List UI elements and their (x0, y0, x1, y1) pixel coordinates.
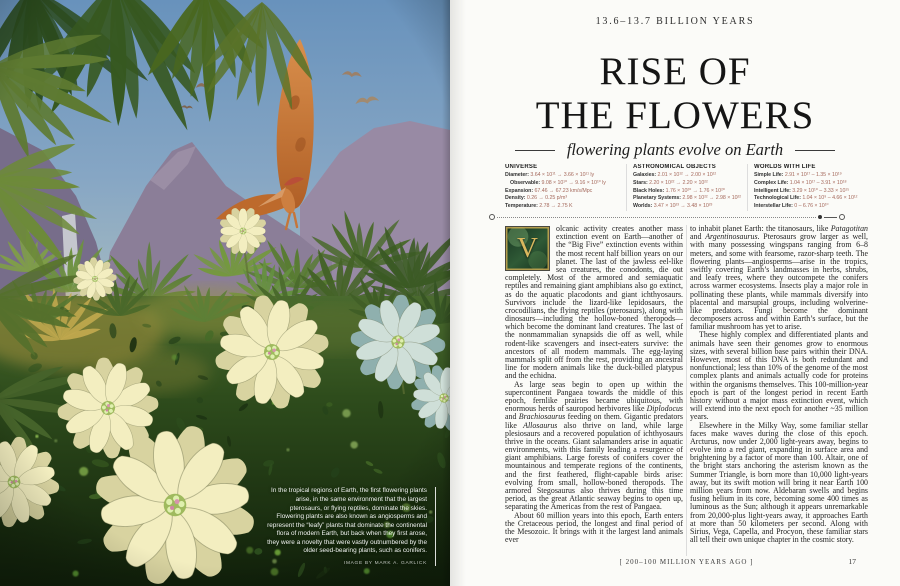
stat-value: 2.20 × 10²² → 2.20 × 10²² (649, 179, 708, 186)
stat-label: Worlds: (633, 203, 654, 210)
stat-label: Temperature: (505, 203, 540, 210)
stat-value: 3.47 × 10²³ → 3.48 × 10²³ (653, 203, 713, 210)
subtitle-rule-right (795, 150, 835, 151)
column-rule (686, 225, 687, 556)
stat-label: Complex Life: (754, 179, 790, 186)
stat-row (754, 188, 868, 196)
stat-label: Density: (505, 195, 527, 202)
stat-row (754, 172, 868, 180)
paragraph: Elsewhere in the Milky Way, some familiar stellar faces make waves during the close of this epoch. Arcturus, now under 2,000 light-years away, begins to evolve into a red giant, expanding in surface area and brightening by a factor of more than 100. Altair, one of the bright stars anchoring the asterism known as the Summer Triangle, is born more than 10,000 light-years away, but its swift motion will bring it near Earth 100 million years from now. Aldebaran swells and begins fusing helium in its core, becoming some 400 times as luminous as the Sun; although it appears unremarkable from 20,000-plus light-years away, it approaches Earth at more than 50 kilometers per second. Along with Sirius, Vega, Capella, and Procyon, these familiar stars all tell their own unique chapter in the cosmic story. (690, 420, 868, 545)
stat-value: 67.46 → 67.23 km/s/Mpc (534, 187, 593, 194)
stat-value: 9.08 × 10¹⁰ → 9.16 × 10¹⁰ ly (541, 179, 606, 186)
stat-label: Technological Life: (754, 195, 803, 202)
stat-value: 0 – 6.76 × 10¹⁰ (794, 203, 829, 210)
stat-value: 1.04 × 10¹⁷ – 3.91 × 10¹⁸ (789, 179, 847, 186)
stat-label: Planetary Systems: (633, 195, 683, 202)
page-title (450, 50, 900, 138)
stat-row (754, 203, 868, 211)
timeline-remaining-track (824, 217, 837, 218)
body-column (690, 225, 868, 556)
stat-value: 2.78 → 2.75 K (539, 203, 573, 210)
paragraph: olcanic activity creates another mass extinction event on Earth—another of the “Big Five” extinction events within the most recent half billion years on our planet. The last of the jawless eel-like sea creatures, the conodonts, die out completely. Most of the armored and semiaquatic reptiles and remaining giant amphibians also go extinct, as do the aquatic placodonts and giant ichthyosaurs. Survivors include the lizard-like lepidosaurs, the crocodilians, the flying reptiles (pterosaurs), along with dinosaurs—including the hollow-boned theropods—which become the dominant land creatures. The last of the nonmammalian synapsids die off as well, while rodent-like scavengers and insect-eaters survive: the ancestors of all modern mammals. The egg-laying mammals split off from the rest, providing an ancestral line for modern animals like the duck-billed platypus and the echidna. (505, 225, 683, 381)
stat-column (747, 164, 868, 211)
caption-credit: IMAGE BY MARK A. GARLICK (343, 561, 427, 566)
footer-timespan: [ 200–100 MILLION YEARS AGO ] (619, 558, 754, 566)
stat-value: 1.76 × 10²⁰ → 1.76 × 10²⁰ (665, 187, 725, 194)
timeline-end-marker (839, 214, 845, 220)
stat-label: Interstellar Life: (754, 203, 795, 210)
stat-label: Expansion: (505, 187, 535, 194)
stat-heading: WORLDS WITH LIFE (754, 164, 816, 170)
stat-row (754, 180, 868, 188)
statistics-panel (505, 164, 868, 211)
paragraph: About 60 million years into this epoch, Earth enters the Cretaceous period, the longest and final period of the Mesozoic. It brings with it the largest land animals ever (505, 510, 683, 545)
era-heading: 13.6–13.7 BILLION YEARS (595, 16, 755, 27)
stat-row (633, 195, 747, 203)
stat-row (505, 180, 626, 188)
subtitle-row (450, 140, 900, 160)
stat-row (505, 172, 626, 180)
stat-label: Simple Life: (754, 172, 785, 178)
stat-value: 2.98 × 10²² → 2.98 × 10²² (682, 195, 741, 202)
title-line-2: THE FLOWERS (535, 94, 815, 137)
text-page (450, 0, 900, 586)
title-line-1: RISE OF (599, 50, 751, 93)
stat-row (633, 172, 747, 180)
stat-row (633, 203, 747, 211)
illustrated-dropcap (505, 226, 550, 271)
epoch-timeline (489, 213, 845, 221)
body-column (505, 225, 683, 556)
stat-heading: ASTRONOMICAL OBJECTS (633, 164, 716, 170)
image-caption (265, 487, 436, 566)
subtitle-rule-left (515, 150, 555, 151)
stat-value: 0.26 → 0.25 p/m³ (526, 195, 568, 202)
stat-heading: UNIVERSE (505, 164, 538, 170)
dropcap-letter: V (517, 232, 538, 264)
stat-row (505, 195, 626, 203)
stat-label: Black Holes: (633, 187, 666, 194)
paragraph: As large seas begin to open up within the supercontinent Pangaea towards the middle of this epoch, fernlike prairies became ubiquitous, with enormous herds of sauropod herbivores like Diplodocus and Brachiosaurus feeding on them. Gigantic predators like Allosaurus also thrive on land, while large plesiosaurs and a recovered population of ichthyosaurs thrive in the oceans. Giant salamanders arise in aquatic environments, with this family leading a resurgence of giant amphibians. Large forests of conifers cover the mountainous and temperate regions of the continents, and the first feathered, flight-capable birds arise: evolving from small, hollow-boned theropods. The armored Stegosaurus also thrives during this time period, as the great Atlantic seaway begins to open up, separating the Americas from the rest of Pangaea. (505, 379, 683, 512)
stat-value: 2.01 × 10¹² → 2.00 × 10¹² (657, 172, 717, 178)
page-number: 17 (848, 557, 856, 566)
stat-column (505, 164, 626, 211)
stat-row (505, 188, 626, 196)
stat-label: Intelligent Life: (754, 187, 793, 194)
stat-value: 2.91 × 10¹⁷ – 1.35 × 10¹⁹ (784, 172, 842, 178)
article-body (505, 225, 868, 556)
stat-row (505, 203, 626, 211)
timeline-start-marker (489, 214, 495, 220)
caption-text: In the tropical regions of Earth, the first flowering plants arise, in the same environment that the largest pterosaurs, or flying reptiles, dominate the skies. Flowering plants are also known as angiosperms and represent the “leafy” plants that dominate the continental flora of modern Earth, but back when they first arose, they were a novelty that were vastly outnumbered by the older seed-bearing plants, such as conifers. (267, 487, 427, 555)
stat-value: 1.04 × 10⁹ – 4.66 × 10¹² (802, 195, 858, 202)
stat-value: 3.29 × 10¹⁰ – 3.33 × 10¹⁵ (792, 187, 850, 194)
paragraph: These highly complex and differentiated plants and animals have seen their genomes grow to enormous sizes, with several billion base pairs within their DNA. However, most of this DNA is both redundant and nonfunctional; less than 10% of the genome of the most complex plants and animals actually code for proteins within the organisms themselves. This 100-million-year epoch is part of the longest period in recent Earth history without a major mass extinction event, which will extend into the next epoch for another ~35 million years. (690, 330, 868, 422)
stat-value: 3.64 × 10¹¹ → 3.66 × 10¹¹ ly (530, 172, 595, 178)
subtitle: flowering plants evolve on Earth (566, 140, 784, 159)
paragraph: to inhabit planet Earth: the titanosaurs, like Patagotitan and Argentinosaurus. Pterosaurs grow larger as well, with many possessing wingspans ranging from 6–8 meters, and some with fearsome, razor-sharp teeth. The flowering plants—angiosperms—arise in the tropics, swiftly covering Earth’s landmasses in herbs, shrubs, and leafy trees, where they outcompete the conifers across warmer ecosystems. Insects play a major role in pollinating these plants, while mammals diversify into placental and marsupial groups, including wolverine-like predators. Fungi become the dominant decomposers across and within Earth’s surface, but the familiar mushroom has yet to arise. (690, 225, 868, 332)
stat-row (633, 188, 747, 196)
stat-label: Diameter: (505, 172, 531, 178)
stat-label: Galaxies: (633, 172, 658, 178)
timeline-position-marker (818, 215, 823, 220)
stat-row (633, 180, 747, 188)
stat-column (626, 164, 747, 211)
stat-label: Observable: (510, 179, 542, 186)
stat-label: Stars: (633, 179, 650, 186)
timeline-dotted-track (497, 217, 816, 218)
